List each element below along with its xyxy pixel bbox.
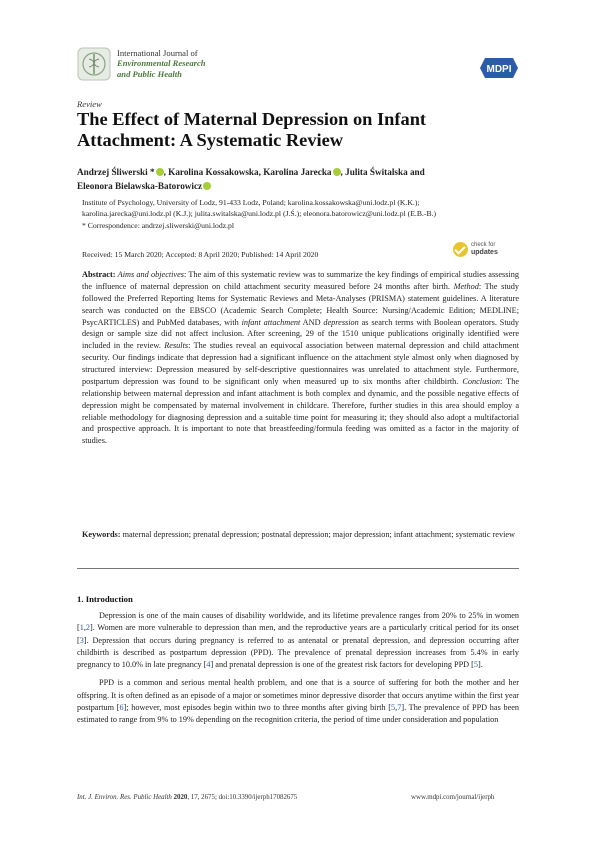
affiliations <box>82 197 522 231</box>
paragraph-text: ]. <box>478 660 483 669</box>
reference-link[interactable]: 2 <box>85 623 91 633</box>
section-divider <box>77 568 519 569</box>
orcid-icon[interactable] <box>333 168 341 176</box>
conclusion-text: : The relationship between maternal depression and infant attachment is both complex and dynamic, and the possible negative effects of depression might be compensated by maternal involvement in childcare. Therefore, further studies in this area should employ a reliable methodology for diagnosing depression and a suitable time point for measuring it; they should also adopt a multifactorial and prospective approach. It is important to note that breastfeeding/formula feeding was omitted as a factor in the majority of studies. <box>82 376 519 446</box>
paragraph-text: , <box>83 623 86 633</box>
publication-dates: Received: 15 March 2020; Accepted: 8 April 2020; Published: 14 April 2020 <box>82 250 319 259</box>
results-text: : The studies reveal an equivocal association between maternal depression and child attachment security. Our findings indicate that depression had a significant influence on the attachment style almost only when diagnosed by structured interview: Depression measured by self-descriptive questionnaires was unrelated to attachment style. Furthermore, postpartum depression was found to be significant only when measured up to six months after childbirth. <box>82 341 519 386</box>
check-updates-line-1: check for <box>471 242 496 248</box>
mdpi-hexagon-icon <box>479 55 519 81</box>
author-name[interactable]: Julita Świtalska and <box>345 167 425 177</box>
orcid-icon[interactable] <box>156 168 164 176</box>
author-separator: , <box>258 167 264 177</box>
aims-text: : The aim of this systematic review was to summarize the key findings of empirical studies assessing the influence of maternal depression on child attachment security measured before 24 months after birth. <box>82 270 519 291</box>
footer-citation <box>77 794 297 801</box>
paragraph <box>77 610 519 671</box>
paragraph-text: Depression is one of the main causes of disability worldwide, and its lifetime prevalence ranges from 20% to 25% in women [ <box>77 611 519 633</box>
reference-link[interactable]: 5 <box>391 702 396 712</box>
journal-line-1: International Journal of <box>117 48 198 58</box>
keywords-text: maternal depression; prenatal depression; postnatal depression; major depression; infant attachment; systematic review <box>122 530 516 539</box>
paragraph-text: PPD is a common and serious mental health problem, and one that is a source of suffering for both the mother and her offspring. It is often defined as an episode of a major or sometimes minor depressive disorder that occurs anytime within the first year postpartum [ <box>77 678 519 712</box>
article-type: Review <box>77 99 102 109</box>
journal-name <box>117 48 206 79</box>
author-name[interactable]: Karolina Jarecka <box>263 167 332 177</box>
mdpi-logo-text: MDPI <box>486 64 512 75</box>
article-title: The Effect of Maternal Depression on Infant Attachment: A Systematic Review <box>77 109 427 150</box>
abstract <box>82 269 519 447</box>
method-text: : The study followed the Preferred Reporting Items for Systematic Reviews and Meta-Analyses (PRISMA) statement guidelines. A literature search was conducted on the EBSCO (Academic Search Complete; Health Source: Nursing/Academic Edition; MEDLINE; PsycARTICLES) and PubMed databases, with <box>82 281 519 327</box>
author-name[interactable]: Andrzej Śliwerski * <box>77 167 155 177</box>
affiliation-line: karolina.jarecka@uni.lodz.pl (K.J.); julita.switalska@uni.lodz.pl (J.Ś.); eleonora.batorowicz@uni.lodz.pl (E.B.-B.) <box>82 209 437 219</box>
reference-link[interactable]: 1 <box>79 623 84 633</box>
reference-link[interactable]: 6 <box>119 702 124 712</box>
affiliation-line: Institute of Psychology, University of Lodz, 91-433 Lodz, Poland; karolina.kossakowska@uni.lodz.pl (K.K.); <box>82 198 420 207</box>
correspondence-line: * Correspondence: andrzej.sliwerski@uni.lodz.pl <box>82 220 235 230</box>
search-term-1: infant attachment <box>241 317 301 327</box>
caduceus-icon <box>77 47 111 81</box>
paragraph-text: ]. The prevalence of PPD has been estimated to range from 9% to 19% depending on the recognition criteria, the period of time under consideration and population <box>77 702 519 724</box>
aims-label: Aims and objectives <box>117 270 184 279</box>
journal-url[interactable]: www.mdpi.com/journal/ijerph <box>411 794 495 801</box>
orcid-icon[interactable] <box>203 182 211 190</box>
check-for-updates-badge[interactable] <box>453 240 519 260</box>
results-label: Results <box>164 341 189 351</box>
paragraph-text: ]; however, most episodes begin within two to three months after giving birth [ <box>123 702 392 712</box>
method-text-2: as search terms with Boolean operators. Study design or sample size did not affect inclusion. After screening, 29 of the 1510 unique publications originally identified were included in the review. <box>82 317 519 351</box>
author-list <box>77 166 517 193</box>
paragraph-text: ] and prenatal depression is one of the greatest risk factors for developing PPD [ <box>210 660 474 669</box>
mdpi-logo[interactable] <box>479 55 519 81</box>
check-updates-line-2: updates <box>471 249 498 256</box>
reference-link[interactable]: 3 <box>79 635 84 645</box>
author-separator: , <box>340 167 346 177</box>
reference-link[interactable]: 4 <box>206 660 211 669</box>
paragraph <box>77 677 519 726</box>
author-separator: , <box>163 167 169 177</box>
journal-line-2: Environmental Research <box>117 58 206 69</box>
paragraph-text: ]. Depression that occurs during pregnancy is referred to as antenatal or prenatal depression, and depression occurring after childbirth is described as postpartum depression (PPD). The prevalence of prenatal depression increases from 5.4% in early pregnancy to 10.0% in late pregnancy [ <box>77 635 519 669</box>
author-name[interactable]: Eleonora Bielawska-Batorowicz <box>77 180 203 191</box>
keywords <box>82 528 519 541</box>
citation-details: , 17, 2675; doi:10.3390/ijerph17082675 <box>187 794 298 801</box>
conclusion-label: Conclusion <box>462 376 500 386</box>
method-label: Method <box>453 281 479 291</box>
abstract-label: Abstract: <box>82 270 116 279</box>
reference-link[interactable]: 5 <box>473 660 479 669</box>
journal-logo <box>77 47 111 81</box>
body-text <box>77 610 519 732</box>
search-term-2: depression <box>323 317 359 327</box>
keywords-label: Keywords: <box>82 530 121 539</box>
reference-link[interactable]: 7 <box>397 702 402 712</box>
journal-abbrev: Int. J. Environ. Res. Public Health <box>77 794 172 801</box>
and-text: AND <box>300 317 324 327</box>
paragraph-text: , <box>395 702 398 712</box>
author-name[interactable]: Karolina Kossakowska <box>168 167 259 177</box>
section-heading: 1. Introduction <box>77 594 133 604</box>
checkmark-icon <box>453 242 468 257</box>
journal-line-3: and Public Health <box>117 68 182 79</box>
paragraph-text: ]. Women are more vulnerable to depression than men, and the reproductive years are a particularly critical period for its onset [ <box>77 623 519 645</box>
citation-year: 2020 <box>173 794 188 801</box>
